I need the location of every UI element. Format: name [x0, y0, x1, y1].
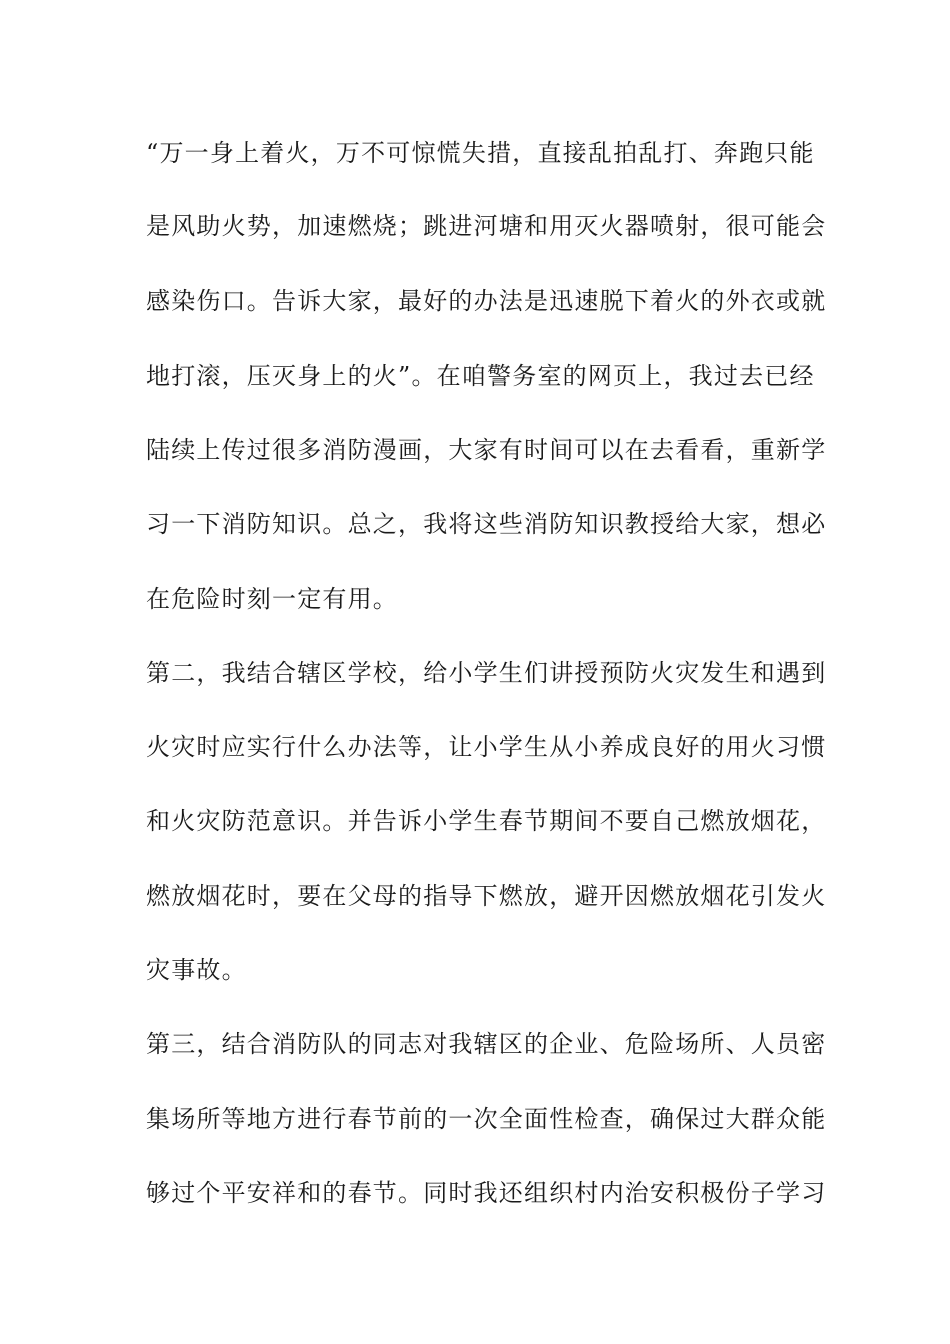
text-line-8: 第二，我结合辖区学校，给小学生们讲授预防火灾发生和遇到 [146, 659, 827, 687]
text-line-15: 够过个平安祥和的春节。同时我还组织村内治安积极份子学习 [146, 1179, 827, 1207]
text-line-10: 和火灾防范意识。并告诉小学生春节期间不要自己燃放烟花， [146, 807, 827, 835]
text-line-12: 灾事故。 [146, 956, 247, 984]
text-line-13: 第三，结合消防队的同志对我辖区的企业、危险场所、人员密 [146, 1030, 827, 1058]
text-line-5: 陆续上传过很多消防漫画，大家有时间可以在去看看，重新学 [146, 436, 827, 464]
text-line-4: 地打滚，压灭身上的火”。在咱警务室的网页上，我过去已经 [146, 362, 815, 390]
text-line-14: 集场所等地方进行春节前的一次全面性检查，确保过大群众能 [146, 1105, 827, 1133]
text-line-3: 感染伤口。告诉大家，最好的办法是迅速脱下着火的外衣或就 [146, 287, 827, 315]
text-line-7: 在危险时刻一定有用。 [146, 585, 398, 613]
text-line-9: 火灾时应实行什么办法等，让小学生从小养成良好的用火习惯 [146, 733, 827, 761]
text-line-6: 习一下消防知识。总之，我将这些消防知识教授给大家，想必 [146, 510, 827, 538]
text-line-1: “万一身上着火，万不可惊慌失措，直接乱拍乱打、奔跑只能 [146, 139, 815, 167]
text-line-11: 燃放烟花时，要在父母的指导下燃放，避开因燃放烟花引发火 [146, 882, 827, 910]
text-line-2: 是风助火势，加速燃烧；跳进河塘和用灭火器喷射，很可能会 [146, 212, 827, 240]
